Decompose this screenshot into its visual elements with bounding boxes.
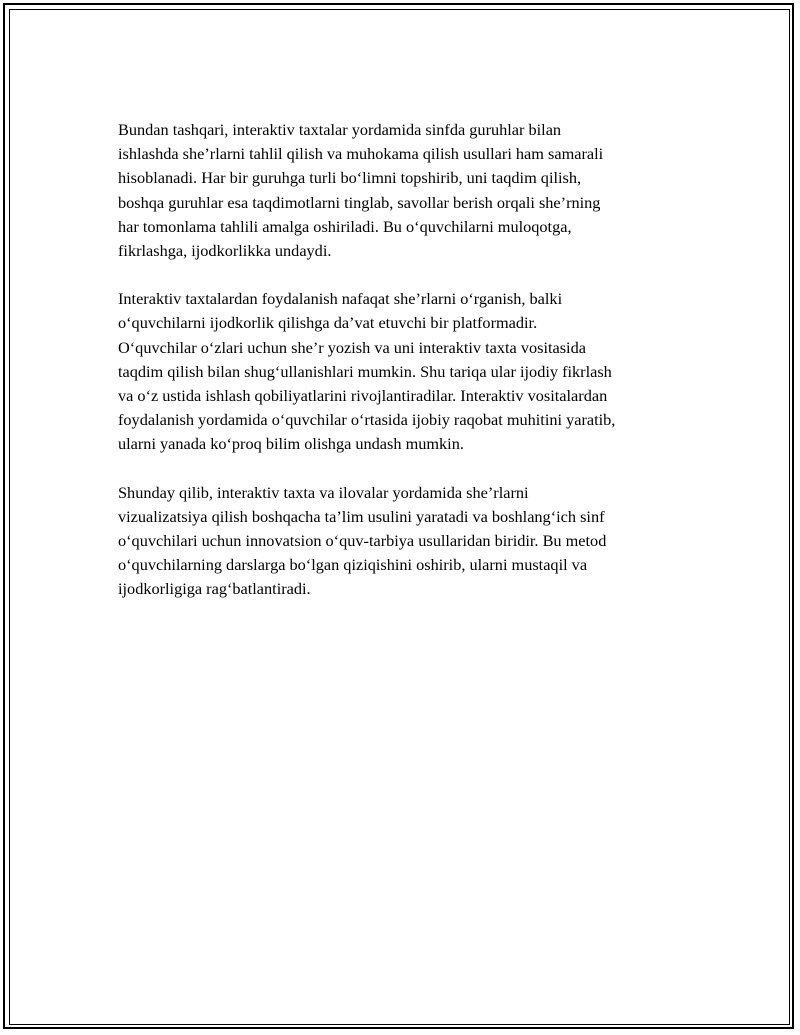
text-line: ularni yanada ko‘proq bilim olishga undash mumkin. [118,434,464,454]
text-line: vizualizatsiya qilish boshqacha ta’lim usulini yaratadi va boshlang‘ich sinf [118,506,605,526]
text-line: ishlashda she’rlarni tahlil qilish va muhokama qilish usullari ham samarali [118,144,604,164]
text-line: Interaktiv taxtalardan foydalanish nafaqat she’rlarni o‘rganish, balki [118,289,563,309]
paragraph [118,481,688,602]
text-line: O‘quvchilar o‘zlari uchun she’r yozish va uni interaktiv taxta vositasida [118,337,586,357]
text-line: ijodkorligiga rag‘batlantiradi. [118,579,311,599]
text-line: har tomonlama tahlili amalga oshiriladi. Bu o‘quvchilarni muloqotga, [118,216,572,236]
text-line: va o‘z ustida ishlash qobiliyatlarini rivojlantiradilar. Interaktiv vositalardan [118,386,608,406]
text-line: Bundan tashqari, interaktiv taxtalar yordamida sinfda guruhlar bilan [118,120,562,139]
text-line: foydalanish yordamida o‘quvchilar o‘rtasida ijobiy raqobat muhitini yaratib, [118,410,616,430]
text-line: o‘quvchilarni ijodkorlik qilishga da’vat etuvchi bir platformadir. [118,313,538,333]
text-line: Shunday qilib, interaktiv taxta va ilovalar yordamida she’rlarni [118,482,529,502]
document-body [118,118,688,626]
text-line: boshqa guruhlar esa taqdimotlarni tinglab, savollar berish orqali she’rning [118,192,601,212]
text-line: o‘quvchilarning darslarga bo‘lgan qiziqishini oshirib, ularni mustaqil va [118,555,588,575]
text-line: hisoblanadi. Har bir guruhga turli bo‘limni topshirib, uni taqdim qilish, [118,168,582,188]
paragraph [118,118,688,263]
text-line: o‘quvchilari uchun innovatsion o‘quv-tarbiya usullaridan biridir. Bu metod [118,531,607,551]
paragraph [118,287,688,456]
text-line: fikrlashga, ijodkorlikka undaydi. [118,241,332,261]
text-line: taqdim qilish bilan shug‘ullanishlari mumkin. Shu tariqa ular ijodiy fikrlash [118,361,612,381]
